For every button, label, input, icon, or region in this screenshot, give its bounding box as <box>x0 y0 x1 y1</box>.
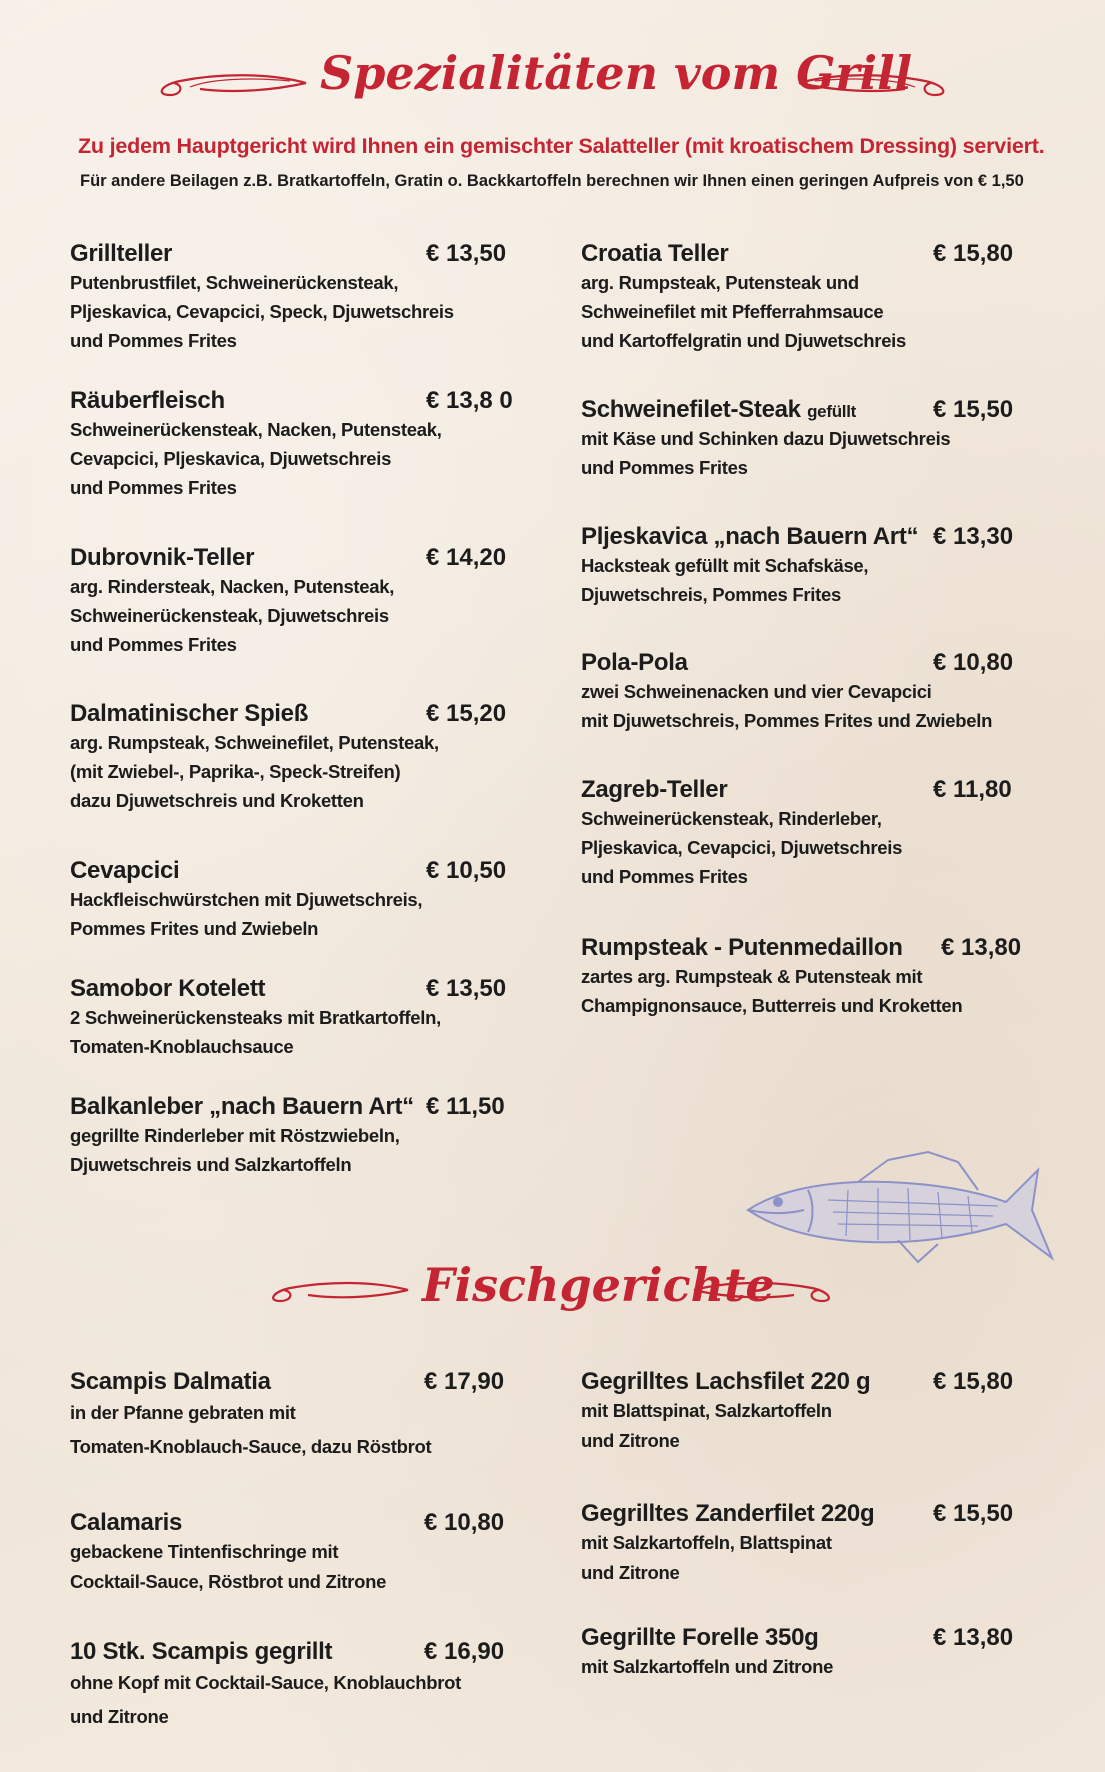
menu-item-description: gegrillte Rinderleber mit Röstzwiebeln, Djuwetschreis und Salzkartoffeln <box>70 1125 400 1175</box>
menu-item-price: € 10,80 <box>424 1509 505 1536</box>
fish-section-title: Fischgerichte <box>422 1258 775 1312</box>
menu-item <box>581 240 1041 355</box>
menu-item <box>70 1093 530 1179</box>
menu-item-name: Gegrilltes Lachsfilet 220 g <box>581 1368 871 1395</box>
menu-item <box>581 776 1041 891</box>
menu-item-price: € 11,80 <box>933 776 1012 803</box>
menu-item <box>581 1368 1041 1456</box>
menu-item-name: Rumpsteak - Putenmedaillon <box>581 934 903 961</box>
menu-item <box>70 544 530 659</box>
menu-item <box>70 857 530 943</box>
menu-item-price: € 15,80 <box>933 1368 1014 1395</box>
menu-item-name: Pljeskavica „nach Bauern Art“ <box>581 523 919 550</box>
menu-item-price: € 13,30 <box>933 523 1014 550</box>
menu-item-description: zwei Schweinenacken und vier Cevapcici mit Djuwetschreis, Pommes Frites und Zwiebeln <box>581 681 993 731</box>
menu-item <box>70 387 530 502</box>
menu-item-description: arg. Rumpsteak, Putensteak und Schweinefilet mit Pfefferrahmsauce und Kartoffelgratin und Djuwetschreis <box>581 272 907 351</box>
menu-item-description: mit Blattspinat, Salzkartoffeln und Zitrone <box>581 1400 832 1451</box>
menu-item-price: € 16,90 <box>424 1638 505 1665</box>
menu-item-price: € 15,80 <box>933 240 1014 267</box>
menu-item-price: € 15,50 <box>933 396 1014 423</box>
menu-item-description: 2 Schweinerückensteaks mit Bratkartoffeln, Tomaten-Knoblauchsauce <box>70 1007 441 1057</box>
side-dish-surcharge-note: Für andere Beilagen z.B. Bratkartoffeln, Gratin o. Backkartoffeln berechnen wir Ihnen einen geringen Aufpreis von € 1,50 <box>80 172 1024 190</box>
menu-item <box>70 700 530 815</box>
menu-item-name: Calamaris <box>70 1509 183 1536</box>
menu-item <box>581 396 1041 482</box>
menu-item <box>70 1368 530 1464</box>
menu-item-description: arg. Rindersteak, Nacken, Putensteak, Schweinerückensteak, Djuwetschreis und Pommes Frites <box>70 576 395 655</box>
menu-item-price: € 10,80 <box>933 649 1014 676</box>
menu-item <box>581 523 1041 609</box>
menu-item-name: Gegrillte Forelle 350g <box>581 1624 819 1651</box>
menu-item-description: gebackene Tintenfischringe mit Cocktail-Sauce, Röstbrot und Zitrone <box>70 1541 387 1592</box>
menu-item-price: € 13,50 <box>426 975 507 1002</box>
menu-item-name: Dalmatinischer Spieß <box>70 700 309 727</box>
menu-item-name-text: Schweinefilet-Steak <box>581 396 801 423</box>
menu-item <box>70 240 530 355</box>
menu-item-name: Balkanleber „nach Bauern Art“ <box>70 1093 414 1120</box>
menu-item-name: Samobor Kotelett <box>70 975 266 1002</box>
menu-item-price: € 13,50 <box>426 240 507 267</box>
menu-item-name: Croatia Teller <box>581 240 729 267</box>
menu-item-name-suffix: gefüllt <box>807 402 856 421</box>
menu-item-name: Zagreb-Teller <box>581 776 728 803</box>
menu-item-price: € 13,8 0 <box>426 387 513 414</box>
menu-item <box>70 1638 530 1734</box>
menu-item-price: € 13,80 <box>941 934 1022 961</box>
menu-item-description: mit Käse und Schinken dazu Djuwetschreis und Pommes Frites <box>581 428 951 478</box>
menu-item-name: Scampis Dalmatia <box>70 1368 271 1395</box>
menu-item-price: € 15,20 <box>426 700 507 727</box>
menu-item-price: € 11,50 <box>426 1093 505 1120</box>
menu-item-name: Räuberfleisch <box>70 387 225 414</box>
menu-item-description: zartes arg. Rumpsteak & Putensteak mit Champignonsauce, Butterreis und Kroketten <box>581 966 963 1016</box>
menu-item <box>581 649 1041 735</box>
ornament-swirl-left <box>262 1273 412 1307</box>
menu-item-description: Schweinerückensteak, Rinderleber, Pljeskavica, Cevapcici, Djuwetschreis und Pommes Frites <box>581 808 903 887</box>
ornament-swirl-right <box>690 1273 840 1307</box>
menu-item-description: mit Salzkartoffeln, Blattspinat und Zitrone <box>581 1532 832 1583</box>
menu-item-description: in der Pfanne gebraten mit Tomaten-Knoblauch-Sauce, dazu Röstbrot <box>70 1402 432 1457</box>
menu-item-price: € 17,90 <box>424 1368 505 1395</box>
menu-item <box>70 975 530 1061</box>
menu-item-price: € 15,50 <box>933 1500 1014 1527</box>
menu-item-description: Hacksteak gefüllt mit Schafskäse, Djuwetschreis, Pommes Frites <box>581 555 869 605</box>
menu-item-name: Cevapcici <box>70 857 180 884</box>
side-salad-note: Zu jedem Hauptgericht wird Ihnen ein gemischter Salatteller (mit kroatischem Dressing) serviert. <box>78 134 1045 158</box>
ornament-swirl-left <box>150 65 310 101</box>
menu-item <box>581 1624 1041 1682</box>
ornament-swirl-right <box>795 65 955 101</box>
menu-item-name: Pola-Pola <box>581 649 688 676</box>
menu-item-description: Putenbrustfilet, Schweinerückensteak, Pljeskavica, Cevapcici, Speck, Djuwetschreis und Pommes Frites <box>70 272 454 351</box>
fish-illustration <box>738 1140 1058 1290</box>
menu-item-name: Grillteller <box>70 240 173 267</box>
menu-item <box>70 1509 530 1597</box>
menu-item-name: Gegrilltes Zanderfilet 220g <box>581 1500 875 1527</box>
menu-item-name: 10 Stk. Scampis gegrillt <box>70 1638 333 1665</box>
menu-item-price: € 14,20 <box>426 544 507 571</box>
menu-item <box>581 1500 1041 1588</box>
menu-item-description: Hackfleischwürstchen mit Djuwetschreis, Pommes Frites und Zwiebeln <box>70 889 423 939</box>
menu-item-price: € 13,80 <box>933 1624 1014 1651</box>
menu-item-description: Schweinerückensteak, Nacken, Putensteak, Cevapcici, Pljeskavica, Djuwetschreis und Pommes Frites <box>70 419 442 498</box>
grill-section-title: Spezialitäten vom Grill <box>320 46 913 100</box>
menu-item-description: mit Salzkartoffeln und Zitrone <box>581 1656 834 1677</box>
menu-item-description: ohne Kopf mit Cocktail-Sauce, Knoblauchbrot und Zitrone <box>70 1672 462 1727</box>
menu-item-name: Dubrovnik-Teller <box>70 544 255 571</box>
menu-item <box>581 934 1041 1020</box>
menu-item-price: € 10,50 <box>426 857 507 884</box>
menu-item-description: arg. Rumpsteak, Schweinefilet, Putensteak, (mit Zwiebel-, Paprika-, Speck-Streifen) dazu Djuwetschreis und Kroketten <box>70 732 439 811</box>
